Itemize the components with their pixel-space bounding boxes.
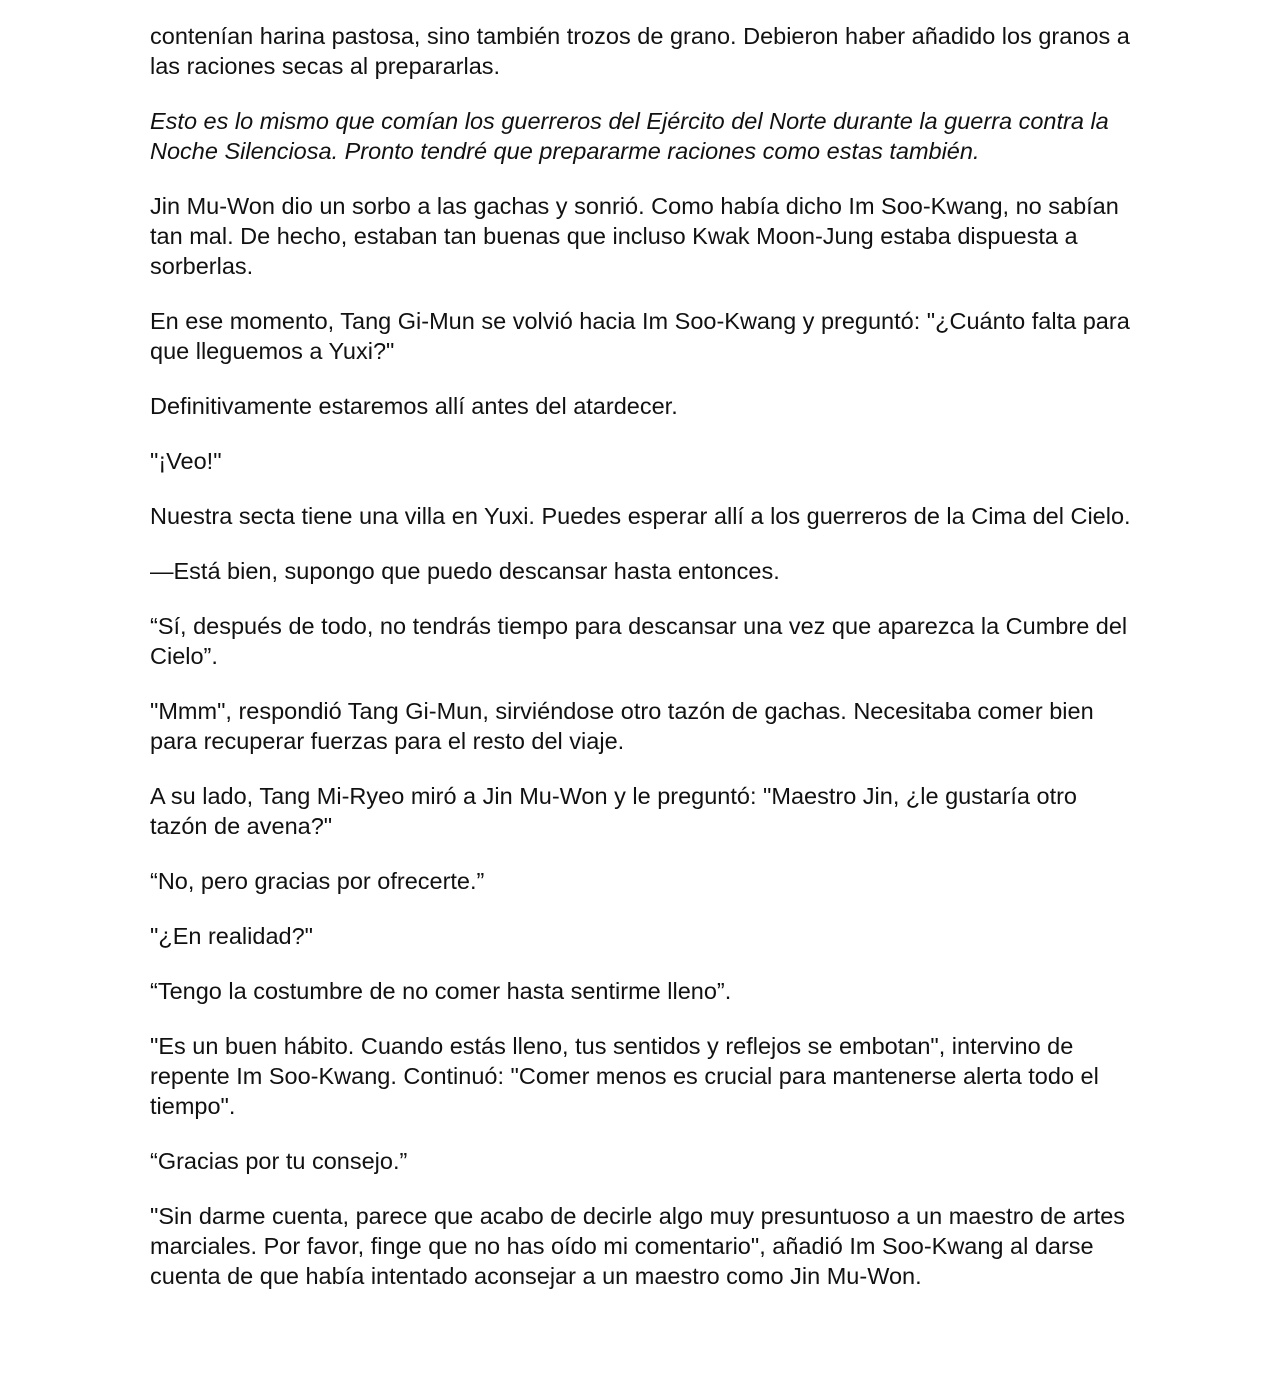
paragraph-13: "¿En realidad?" [150,923,313,949]
paragraph-5: Definitivamente estaremos allí antes del atardecer. [150,393,678,419]
paragraph-7: Nuestra secta tiene una villa en Yuxi. Puedes esperar allí a los guerreros de la Cima del Cielo. [150,503,1131,529]
paragraph-10: "Mmm", respondió Tang Gi-Mun, sirviéndose otro tazón de gachas. Necesitaba comer bien para recuperar fuerzas para el resto del viaje. [150,698,1094,754]
paragraph-15: "Es un buen hábito. Cuando estás lleno, tus sentidos y reflejos se embotan", intervino de repente Im Soo-Kwang. Continuó: "Comer menos es crucial para mantenerse alerta todo el tiempo". [150,1033,1099,1119]
paragraph-4: En ese momento, Tang Gi-Mun se volvió hacia Im Soo-Kwang y preguntó: "¿Cuánto falta para que lleguemos a Yuxi?" [150,308,1130,364]
document-page [150,21,1135,1316]
paragraph-11: A su lado, Tang Mi-Ryeo miró a Jin Mu-Won y le preguntó: "Maestro Jin, ¿le gustaría otro tazón de avena?" [150,783,1077,839]
paragraph-3: Jin Mu-Won dio un sorbo a las gachas y sonrió. Como había dicho Im Soo-Kwang, no sabían tan mal. De hecho, estaban tan buenas que incluso Kwak Moon-Jung estaba dispuesta a sorberlas. [150,193,1119,279]
paragraph-8: —Está bien, supongo que puedo descansar hasta entonces. [150,558,780,584]
paragraph-16: “Gracias por tu consejo.” [150,1148,408,1174]
paragraph-6: "¡Veo!" [150,448,222,474]
paragraph-14: “Tengo la costumbre de no comer hasta sentirme lleno”. [150,978,732,1004]
paragraph-1: contenían harina pastosa, sino también trozos de grano. Debieron haber añadido los granos a las raciones secas al prepararlas. [150,23,1130,79]
paragraph-9: “Sí, después de todo, no tendrás tiempo para descansar una vez que aparezca la Cumbre del Cielo”. [150,613,1128,669]
paragraph-2-thought: Esto es lo mismo que comían los guerreros del Ejército del Norte durante la guerra contra la Noche Silenciosa. Pronto tendré que prepararme raciones como estas también. [150,108,1109,164]
paragraph-12: “No, pero gracias por ofrecerte.” [150,868,485,894]
paragraph-17: "Sin darme cuenta, parece que acabo de decirle algo muy presuntuoso a un maestro de artes marciales. Por favor, finge que no has oído mi comentario", añadió Im Soo-Kwang al darse cuenta de que había intentado aconsejar a un maestro como Jin Mu-Won. [150,1203,1126,1289]
